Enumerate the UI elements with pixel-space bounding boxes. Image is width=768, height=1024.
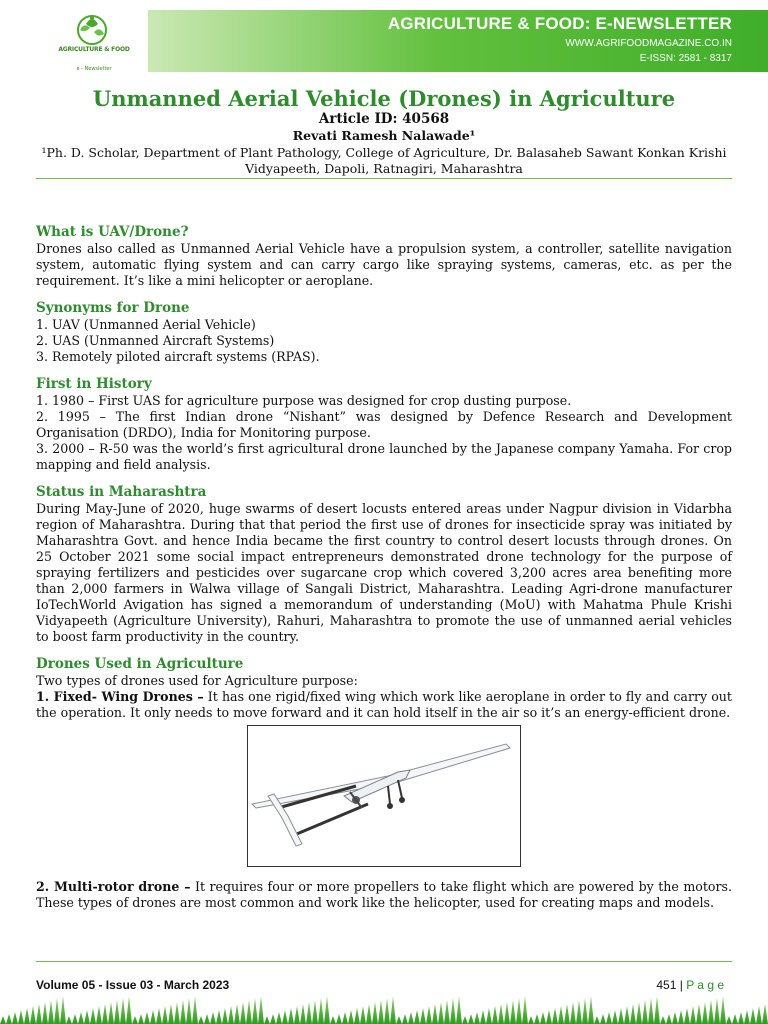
multi-rotor-text: It requires four or more propellers to take flight which are powered by the motors. These types of drones are most common and work like the helicopter, used for creating maps and models. [36,879,732,910]
article-title: Unmanned Aerial Vehicle (Drones) in Agriculture [92,86,676,111]
paragraph-status-maharashtra: During May-June of 2020, huge swarms of desert locusts entered areas under Nagpur division in Vidarbha region of Maharashtra. During that that period the first use of drones for insecticide spray was initiated by Maharashtra Govt. and hence India became the first country to control desert locusts through drones. On 25 October 2021 some social impact entrepreneurs demonstrated drone technology for the purpose of spraying fertilizers and pesticides over sugarcane crop which covered 3,200 acres area benefiting more than 2,000 farmers in Walwa village of Sangali District, Maharashtra. Leading Agri-drone manufacturer IoTechWorld Avigation has signed a memorandum of understanding (MoU) with Mahatma Phule Krishi Vidyapeeth (Agriculture University), Rahuri, Maharashtra to promote the use of unmanned aerial vehicles to boost farm productivity in the country. [36,501,732,644]
grass-decoration-icon [0,992,768,1024]
author-name: Revati Ramesh Nalawade¹ [292,128,476,143]
fixed-wing-lead: 1. Fixed- Wing Drones – [36,689,204,704]
heading-status-maharashtra: Status in Maharashtra [36,484,207,500]
heading-drones-used: Drones Used in Agriculture [36,656,244,672]
paragraph-drones-intro: Two types of drones used for Agriculture purpose: [36,673,358,688]
newsletter-issn: E-ISSN: 2581 - 8317 [639,53,732,64]
leaf-logo-icon [36,10,148,72]
newsletter-url[interactable]: WWW.AGRIFOODMAGAZINE.CO.IN [565,38,732,49]
article-body [36,224,732,911]
author-affiliation: ¹Ph. D. Scholar, Department of Plant Pathology, College of Agriculture, Dr. Balasaheb Sawant Konkan Krishi Vidyapeeth, Dapoli, Ratnagiri, Maharashtra [41,145,727,176]
footer-divider [36,961,732,962]
list-item: 1. 1980 – First UAS for agriculture purpose was designed for crop dusting purpose. [36,393,572,408]
paragraph-what-is-uav: Drones also called as Unmanned Aerial Vehicle have a propulsion system, a controller, satellite navigation system, automatic flying system and can carry cargo like spraying systems, cameras, etc. as per the requirement. It’s like a mini helicopter or aeroplane. [36,241,732,288]
fixed-wing-drone-image [247,725,521,867]
heading-what-is-uav: What is UAV/Drone? [36,224,189,240]
newsletter-title: AGRICULTURE & FOOD: E-NEWSLETTER [387,14,732,33]
page-number-value: 451 [656,978,677,992]
list-item: 2. 1995 – The first Indian drone “Nishant” was designed by Defence Research and Development Organisation (DRDO), India for Monitoring purpose. [36,409,732,440]
page-separator: | [679,978,683,992]
article-id: Article ID: 40568 [318,111,450,127]
list-item: 2. UAS (Unmanned Aircraft Systems) [36,333,275,348]
newsletter-logo [36,10,148,72]
multi-rotor-lead: 2. Multi-rotor drone – [36,879,191,894]
page-number [656,978,724,992]
logo-text: AGRICULTURE & FOOD [58,46,130,53]
list-item: 1. UAV (Unmanned Aerial Vehicle) [36,317,256,332]
heading-first-in-history: First in History [36,376,152,392]
paragraph-multi-rotor [36,879,732,911]
title-divider [36,178,732,179]
list-item: 3. Remotely piloted aircraft systems (RPAS). [36,349,320,364]
logo-subtext: e - Newsletter [76,66,112,72]
page-label: P a g e [686,978,724,992]
list-item: 3. 2000 – R-50 was the world’s first agricultural drone launched by the Japanese company Yamaha. For crop mapping and field analysis. [36,441,732,472]
issue-info: Volume 05 - Issue 03 - March 2023 [36,978,230,992]
heading-synonyms: Synonyms for Drone [36,300,190,316]
drone-illustration-icon [248,726,520,866]
paragraph-fixed-wing [36,689,732,721]
fixed-wing-text: It has one rigid/fixed wing which work like aeroplane in order to fly and carry out the operation. It only needs to move forward and it can hold itself in the air so it’s an energy-efficient drone. [36,689,732,720]
